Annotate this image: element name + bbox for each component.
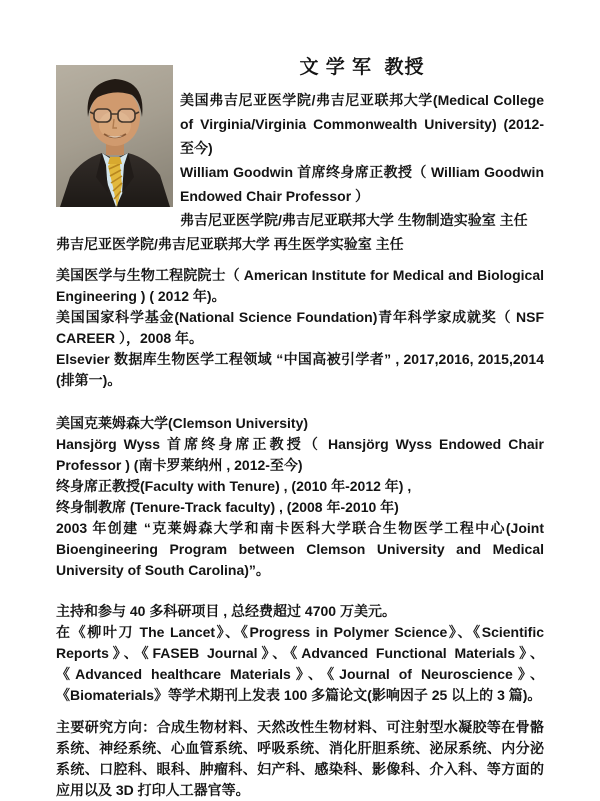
publications-line: 主持和参与 40 多科研项目 , 总经费超过 4700 万美元。 [56, 603, 396, 619]
affiliation-line: 美国弗吉尼亚医学院/弗吉尼亚联邦大学(Medical College of Virginia/Virginia Commonwealth University) (2012-至今) [180, 92, 544, 156]
honor-line: 美国医学与生物工程院院士（ American Institute for Medical and Biological Engineering ) ( 2012 年)。 [56, 267, 544, 304]
clemson-line: 终身制教席 (Tenure-Track faculty) , (2008 年-2010 年) [56, 499, 399, 515]
clemson-line: Hansjörg Wyss 首席终身席正教授（ Hansjörg Wyss Endowed Chair Professor ) (南卡罗莱纳州 , 2012-至今) [56, 436, 544, 473]
clemson-line: 2003 年创建 “克莱姆森大学和南卡医科大学联合生物医学工程中心(Joint Bioengineering Program between Clemson University and Medical University of South Carolina)”。 [56, 520, 544, 578]
professor-portrait-photo [56, 65, 173, 207]
glasses-left-lens [94, 109, 111, 122]
clemson-history-section [56, 413, 544, 581]
glasses-right-lens [118, 109, 135, 122]
research-line: 主要研究方向：合成生物材料、天然改性生物材料、可注射型水凝胶等在骨骼系统、神经系统、心血管系统、呼吸系统、消化肝胆系统、泌尿系统、内分泌系统、口腔科、眼科、肿瘤科、妇产科、感染科、影像科、介入科、等方面的应用以及 3D 打印人工器官等。 [56, 719, 544, 798]
honors-section [56, 265, 544, 391]
affiliation-line: William Goodwin 首席终身席正教授（ William Goodwin Endowed Chair Professor ） [180, 164, 544, 204]
portrait-illustration [56, 65, 173, 207]
clemson-line: 美国克莱姆森大学(Clemson University) [56, 415, 309, 431]
tie-knot [108, 157, 122, 164]
clemson-line: 终身席正教授(Faculty with Tenure) , (2010 年-2012 年) , [56, 478, 412, 494]
affiliation-line: 弗吉尼亚医学院/弗吉尼亚联邦大学 再生医学实验室 主任 [56, 236, 404, 252]
research-directions-section [56, 717, 544, 801]
honor-line: Elsevier 数据库生物医学工程领域 “中国高被引学者” , 2017,2016, 2015,2014 (排第一)。 [56, 351, 544, 388]
header-section [56, 54, 544, 256]
affiliation-line: 弗吉尼亚医学院/弗吉尼亚联邦大学 生物制造实验室 主任 [180, 212, 528, 228]
publications-line: 在《柳叶刀 The Lancet》、《Progress in Polymer Science》、《Scientific Reports》、《FASEB Journal》、《Advanced Functional Materials》、《Advanced healthcare Materials》、《Journal of Neuroscience》、《Biomaterials》等学术期刊上发表 100 多篇论文(影响因子 25 以上的 3 篇)。 [56, 624, 544, 703]
honor-line: 美国国家科学基金(National Science Foundation)青年科学家成就奖（ NSF CAREER ），2008 年。 [56, 309, 544, 346]
page-title: 文 学 军 教授 [299, 57, 425, 78]
projects-publications-section [56, 601, 544, 706]
